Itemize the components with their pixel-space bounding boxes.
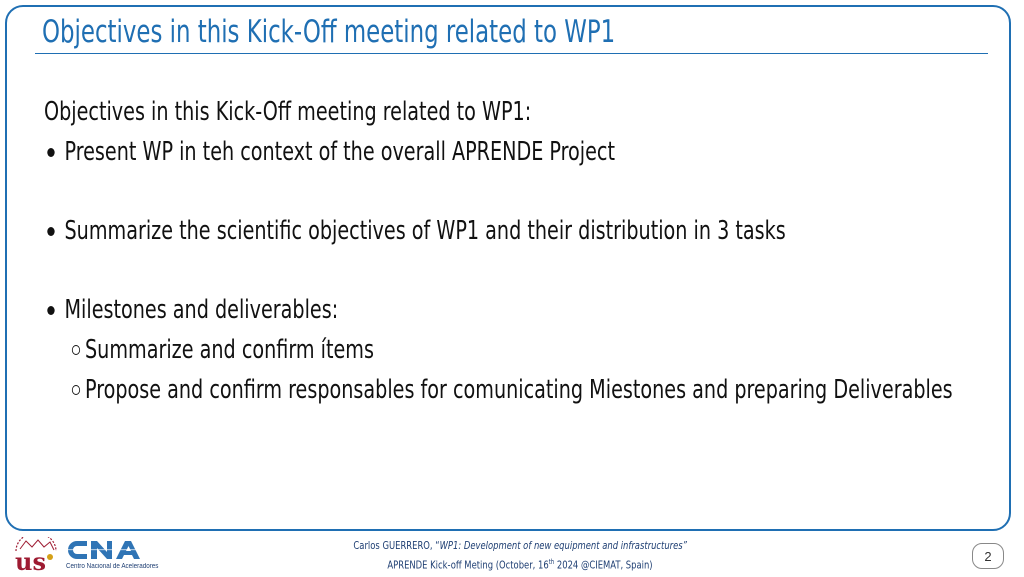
bullet-text: Milestones and deliverables: — [64, 295, 339, 325]
slide-title: Objectives in this Kick-Off meeting related to WP1 — [42, 14, 616, 50]
slide-footer — [300, 538, 740, 574]
bullet-item — [44, 290, 905, 330]
footer-topic: WP1: Development of new equipment and infrastructures” — [439, 539, 687, 552]
bullet-item — [44, 211, 905, 251]
bullet-text: Present WP in teh context of the overall APRENDE Project — [64, 137, 615, 167]
sub-bullet-item — [44, 370, 953, 410]
cna-subtitle: Centro Nacional de Aceleradores — [66, 563, 159, 570]
footer-event-sup: th — [548, 558, 555, 566]
footer-event: APRENDE Kick-off Meting (October, 16 — [387, 558, 549, 572]
intro-text: Objectives in this Kick-Off meeting related to WP1: — [44, 97, 532, 127]
university-seal-icon — [10, 537, 62, 573]
bullet-circle-icon — [72, 385, 80, 395]
bullet-dot-icon — [47, 148, 54, 157]
bullet-item — [44, 132, 905, 172]
slide-body — [44, 92, 953, 410]
footer-author: Carlos GUERRERO, “ — [353, 539, 440, 552]
sub-bullet-item — [44, 330, 905, 370]
page-number: 2 — [972, 543, 1004, 569]
cna-wordmark-icon — [66, 539, 154, 561]
cna-logo — [66, 539, 159, 574]
sub-bullet-text: Summarize and confirm ítems — [85, 335, 374, 365]
cna-logo-mark — [66, 539, 154, 561]
university-seal-logo — [10, 537, 62, 573]
bullet-dot-icon — [47, 306, 54, 315]
bullet-dot-icon — [47, 227, 54, 236]
bullet-text: Summarize the scientific objectives of WP1 and their distribution in 3 tasks — [64, 216, 786, 246]
intro-line — [44, 92, 905, 132]
svg-text:us: us — [15, 547, 46, 573]
bullet-circle-icon — [72, 345, 80, 355]
footer-event-tail: 2024 @CIEMAT, Spain) — [554, 558, 653, 572]
sub-bullet-text: Propose and confirm responsables for comunicating Miestones and preparing Deliverables — [85, 375, 953, 405]
title-underline — [35, 53, 988, 54]
